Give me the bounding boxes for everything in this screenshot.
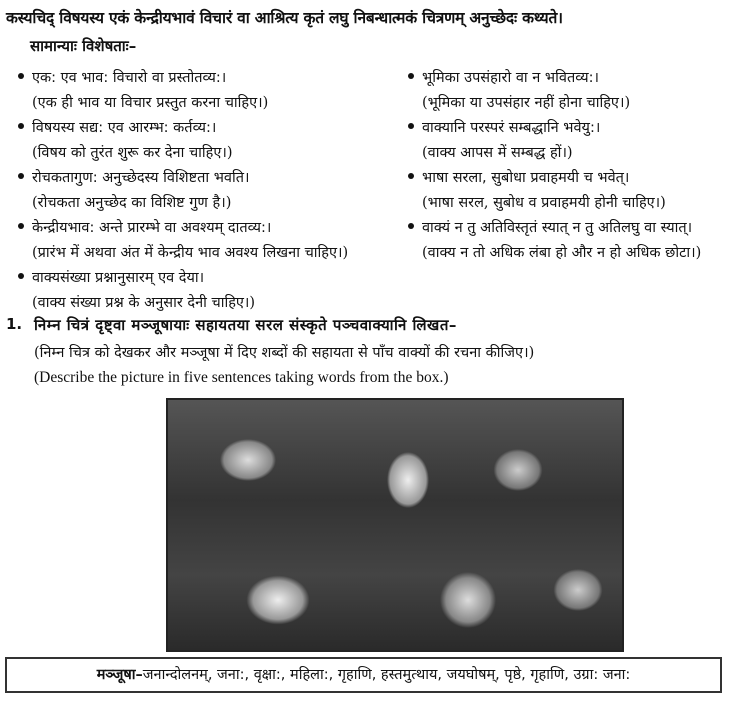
feature-hindi: (रोचकता अनुच्छेद का विशिष्ट गुण है।) [32,195,232,211]
bullet-icon [18,173,24,179]
feature-sanskrit: केन्द्रीयभाव: अन्ते प्रारम्भे वा अवश्यम् दातव्य:। [32,220,272,236]
protest-crowd-photo [166,398,624,652]
feature-hindi: (वाक्य आपस में सम्बद्ध हों।) [422,145,573,161]
word-box-words: जनान्दोलनम्, जना:, वृक्षा:, महिला:, गृहाणि, हस्तमुत्थाय, जयघोषम्, पृष्ठे, गृहाणि, उग्रा: जना: [142,667,631,683]
feature-item [408,66,701,116]
word-box-label: मञ्जूषा– [96,667,143,683]
feature-item [18,116,348,166]
feature-hindi: (वाक्य संख्या प्रश्न के अनुसार देनी चाहिए।) [32,295,256,311]
bullet-icon [408,123,414,129]
feature-item [18,266,348,316]
intro-definition: कस्यचिद् विषयस्य एकं केन्द्रीयभावं विचारं वा आश्रित्य कृतं लघु निबन्धात्मकं चित्रणम् अनुच्छेदः कथ्यते। [6,9,563,27]
bullet-icon [18,223,24,229]
bullet-icon [408,223,414,229]
features-heading: सामान्याः विशेषताः– [30,37,137,55]
question-english: (Describe the picture in five sentences taking words from the box.) [34,369,449,386]
bullet-icon [408,73,414,79]
feature-sanskrit: रोचकतागुण: अनुच्छेदस्य विशिष्टता भवति। [32,170,250,186]
feature-item [408,216,701,266]
question-instruction: निम्न चित्रं दृष्ट्वा मञ्जूषायाः सहायतया सरल संस्कृते पञ्चवाक्यानि लिखत– [34,316,457,334]
features-right-column [408,66,701,266]
question-hindi: (निम्न चित्र को देखकर और मञ्जूषा में दिए शब्दों की सहायता से पाँच वाक्यों की रचना कीजिए।) [34,345,535,361]
feature-item [18,166,348,216]
feature-sanskrit: भूमिका उपसंहारो वा न भवितव्य:। [422,70,599,86]
feature-hindi: (विषय को तुरंत शुरू कर देना चाहिए।) [32,145,233,161]
bullet-icon [18,273,24,279]
feature-item [18,66,348,116]
feature-sanskrit: विषयस्य सद्य: एव आरम्भ: कर्तव्य:। [32,120,217,136]
feature-sanskrit: वाक्यानि परस्परं सम्बद्धानि भवेयु:। [422,120,601,136]
feature-item [408,116,701,166]
feature-hindi: (वाक्य न तो अधिक लंबा हो और न हो अधिक छोटा।) [422,245,702,261]
feature-hindi: (भाषा सरल, सुबोध व प्रवाहमयी होनी चाहिए।) [422,195,666,211]
feature-sanskrit: भाषा सरला, सुबोधा प्रवाहमयी च भवेत्। [422,170,630,186]
feature-hindi: (एक ही भाव या विचार प्रस्तुत करना चाहिए।) [32,95,269,111]
feature-sanskrit: वाक्यसंख्या प्रश्नानुसारम् एव देया। [32,270,205,286]
feature-hindi: (प्रारंभ में अथवा अंत में केन्द्रीय भाव अवश्य लिखना चाहिए।) [32,245,349,261]
feature-item [18,216,348,266]
features-left-column [18,66,348,316]
feature-item [408,166,701,216]
bullet-icon [18,73,24,79]
word-box [5,657,722,693]
question-number: 1. [6,315,23,333]
bullet-icon [18,123,24,129]
bullet-icon [408,173,414,179]
feature-sanskrit: वाक्यं न तु अतिविस्तृतं स्यात् न तु अतिलघु वा स्यात्। [422,220,693,236]
feature-sanskrit: एक: एव भाव: विचारो वा प्रस्तोतव्य:। [32,70,227,86]
feature-hindi: (भूमिका या उपसंहार नहीं होना चाहिए।) [422,95,631,111]
